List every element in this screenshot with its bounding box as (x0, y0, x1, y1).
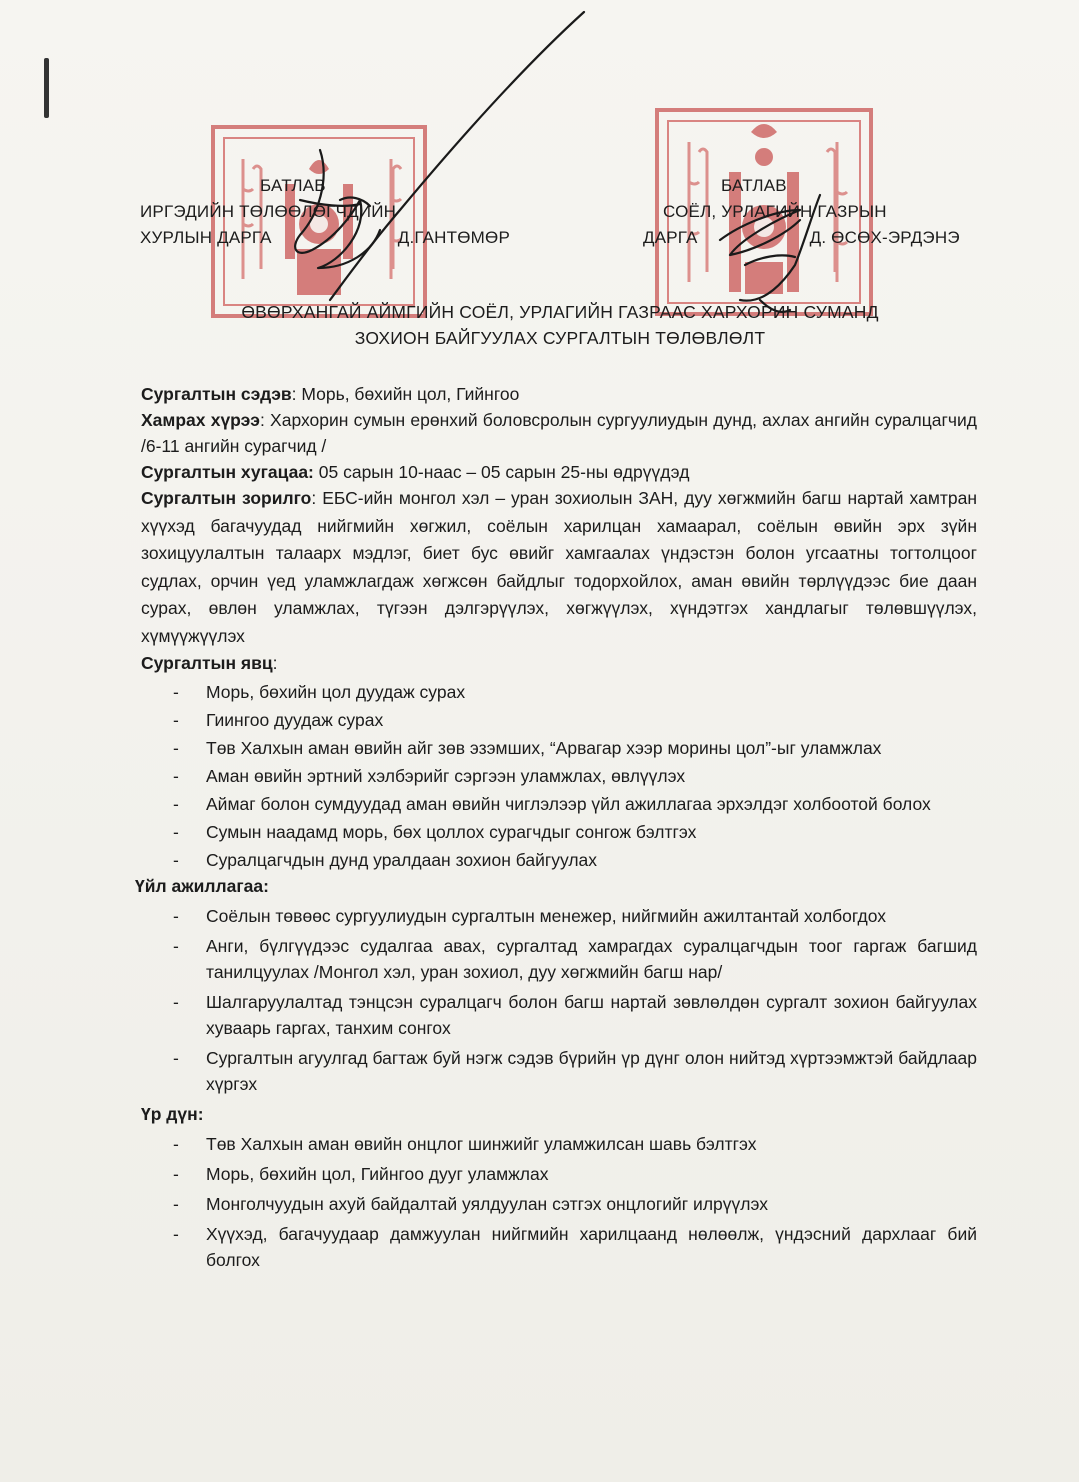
right-position-line2 (643, 225, 960, 251)
list-item (141, 1131, 977, 1157)
topic-label: Сургалтын сэдэв (141, 384, 292, 404)
list-item-text: Морь, бөхийн цол, Гийнгоо дууг уламжлах (206, 1164, 549, 1184)
scope-paragraph (141, 407, 977, 459)
scope-label: Хамрах хүрээ (141, 410, 260, 430)
dash-bullet: - (173, 850, 179, 870)
goal-paragraph (141, 485, 977, 650)
list-item-text: Сумын наадамд морь, бөх цоллох сурагчдыг сонгож бэлтгэх (206, 822, 697, 842)
list-item-text: Хүүхэд, багачуудаар дамжуулан нийгмийн харилцаанд нөлөөлж, үндэсний дархлааг бий болгох (206, 1224, 977, 1270)
left-approval-block (140, 173, 510, 251)
topic-value: : Морь, бөхийн цол, Гийнгоо (291, 384, 520, 404)
list-item (141, 933, 977, 985)
duration-paragraph (141, 459, 977, 485)
list-item-text: Анги, бүлгүүдээс судалгаа авах, сургалтад хамрагдах суралцагчдын тоог гаргаж багшид танилцуулах /Монгол хэл, уран зохиол, дуу хөгжмийн багш нар/ (206, 936, 977, 982)
right-signer-name: Д. ӨСӨХ-ЭРДЭНЭ (809, 228, 960, 247)
dash-bullet: - (173, 1134, 179, 1154)
process-heading (141, 650, 977, 676)
results-list (141, 1131, 977, 1273)
dash-bullet: - (173, 1164, 179, 1184)
list-item (141, 847, 977, 873)
list-item (141, 1161, 977, 1187)
list-item (141, 707, 977, 733)
list-item (141, 791, 977, 817)
list-item-text: Шалгаруулалтад тэнцсэн суралцагч болон багш нартай зөвлөлдөн сургалт зохион байгуулах хуваарь гаргах, танхим сонгох (206, 992, 977, 1038)
right-approval-block (643, 173, 960, 251)
list-item (141, 819, 977, 845)
list-item (141, 903, 977, 929)
document-body (135, 381, 978, 1273)
activities-list (141, 903, 977, 1097)
right-position-line1: СОЁЛ, УРЛАГИЙН ГАЗРЫН (663, 202, 887, 221)
list-item-text: Сургалтын агуулгад багтаж буй нэгж сэдэв бүрийн үр дүнг олон нийтэд хүртээмжтэй байдлаар хүргэх (206, 1048, 977, 1094)
left-position-title: ХУРЛЫН ДАРГА (140, 228, 272, 247)
list-item-text: Монголчуудын ахуй байдалтай уялдуулан сэтгэх онцлогийг илрүүлэх (206, 1194, 768, 1214)
list-item-text: Соёлын төвөөс сургуулиудын сургалтын менежер, нийгмийн ажилтантай холбогдох (206, 906, 887, 926)
list-item-text: Морь, бөхийн цол дуудаж сурах (206, 682, 466, 702)
right-position-title: ДАРГА (643, 228, 698, 247)
list-item (141, 735, 977, 761)
dash-bullet: - (173, 1194, 179, 1214)
left-position-line1: ИРГЭДИЙН ТӨЛӨӨЛӨГЧДИЙН (140, 202, 397, 221)
list-item-text: Төв Халхын аман өвийн онцлог шинжийг уламжилсан шавь бэлтгэх (206, 1134, 757, 1154)
title-line2: ЗОХИОН БАЙГУУЛАХ СУРГАЛТЫН ТӨЛӨВЛӨЛТ (354, 328, 766, 348)
right-approve-label: БАТЛАВ (721, 176, 787, 195)
dash-bullet: - (173, 906, 179, 926)
dash-bullet: - (173, 936, 179, 956)
dash-bullet: - (173, 710, 179, 730)
scope-value: : Хархорин сумын ерөнхий боловсролын сургуулиудын дунд, ахлах ангийн суралцагчид /6-11 ангийн сурагчид / (141, 410, 977, 456)
list-item (141, 1221, 977, 1273)
dash-bullet: - (173, 738, 179, 758)
goal-label: Сургалтын зорилго (141, 488, 312, 508)
left-position-line2 (140, 225, 510, 251)
title-line1: ӨВӨРХАНГАЙ АЙМГИЙН СОЁЛ, УРЛАГИЙН ГАЗРААС ХАРХОРИН СУМАНД (241, 302, 879, 322)
duration-label: Сургалтын хугацаа: (141, 462, 314, 482)
process-title-colon: : (272, 653, 278, 673)
list-item (141, 989, 977, 1041)
margin-mark (44, 58, 49, 118)
document-title (140, 299, 980, 351)
list-item (141, 1191, 977, 1217)
dash-bullet: - (173, 794, 179, 814)
activities-title: Үйл ажиллагаа: (135, 876, 269, 896)
dash-bullet: - (173, 682, 179, 702)
results-title: Үр дүн: (141, 1104, 204, 1124)
process-list (141, 679, 977, 873)
list-item-text: Аймаг болон сумдуудад аман өвийн чиглэлээр үйл ажиллагаа эрхэлдэг холбоотой болох (206, 794, 931, 814)
list-item-text: Суралцагчдын дунд уралдаан зохион байгуулах (206, 850, 598, 870)
left-signer-name: Д.ГАНТӨМӨР (397, 228, 510, 247)
dash-bullet: - (173, 1048, 179, 1068)
dash-bullet: - (173, 992, 179, 1012)
topic-paragraph (141, 381, 977, 407)
list-item-text: Аман өвийн эртний хэлбэрийг сэргээн уламжлах, өвлүүлэх (206, 766, 686, 786)
goal-value: : ЕБС-ийн монгол хэл – уран зохиолын ЗАН, дуу хөгжмийн багш нартай хамтран хүүхэд багачуудад нийгмийн хөгжил, соёлын харилцан хамаарал, соёлын өвийн эрх зүйн зохицуулалтын талаарх мэдлэг, биет бус өвийг хамгаалах үндэстэн болон угсаатны тогтолцоог судлах, орчин үед уламжлагдаж хөгжсөн байдлыг тодорхойлох, аман өвийн төрлүүдээс бие даан сурах, өвлөн уламжлах, түгээн дэлгэрүүлэх, хөгжүүлэх, хүндэтгэх хандлагыг төлөвшүүлэх, хүмүүжүүлэх (141, 488, 978, 646)
dash-bullet: - (173, 766, 179, 786)
list-item-text: Гиингоо дуудаж сурах (206, 710, 384, 730)
duration-value: 05 сарын 10-наас – 05 сарын 25-ны өдрүүдэд (313, 462, 690, 482)
process-title: Сургалтын явц (141, 653, 273, 673)
list-item (141, 679, 977, 705)
dash-bullet: - (173, 822, 179, 842)
list-item-text: Төв Халхын аман өвийн айг зөв эзэмших, “Арвагар хээр морины цол”-ыг уламжлах (206, 738, 882, 758)
dash-bullet: - (173, 1224, 179, 1244)
left-approve-label: БАТЛАВ (260, 176, 326, 195)
list-item (141, 763, 977, 789)
list-item (141, 1045, 977, 1097)
